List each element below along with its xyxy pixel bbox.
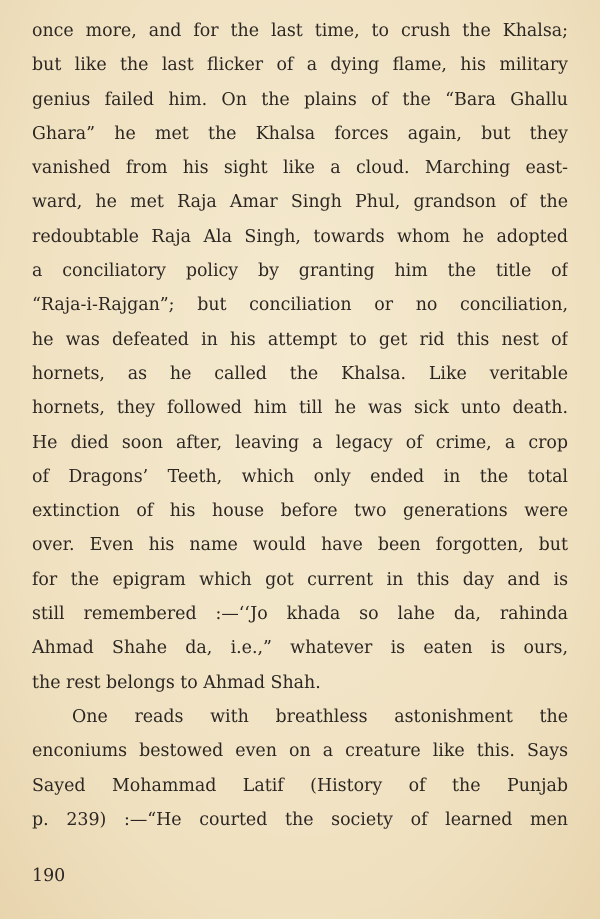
text-line: of Dragons’ Teeth, which only ended in the total (32, 466, 568, 487)
text-line: the rest belongs to Ahmad Shah. (32, 672, 321, 693)
text-line: still remembered :—‘‘Jo khada so lahe da, rahinda (32, 604, 568, 625)
text-line: for the epigram which got current in this day and is (32, 569, 568, 590)
text-line: once more, and for the last time, to crush the Khalsa; (32, 21, 568, 41)
text-line: He died soon after, leaving a legacy of crime, a crop (32, 432, 568, 453)
text-line: he was defeated in his attempt to get rid this nest of (32, 329, 568, 350)
text-line: ward, he met Raja Amar Singh Phul, grandson of the (32, 192, 568, 213)
text-line: vanished from his sight like a cloud. Marching east- (32, 158, 568, 179)
paragraph-start-line: One reads with breathless astonishment the (72, 706, 568, 727)
text-line: redoubtable Raja Ala Singh, towards whom he adopted (32, 226, 568, 247)
text-line: “Raja-i-Rajgan”; but conciliation or no conciliation, (32, 295, 568, 316)
text-line: enconiums bestowed even on a creature like this. Says (32, 741, 568, 762)
text-line: extinction of his house before two generations were (32, 501, 568, 522)
text-line: over. Even his name would have been forgotten, but (32, 535, 568, 556)
text-line: p. 239) :—“He courted the society of learned men (32, 809, 568, 830)
text-line: Ghara” he met the Khalsa forces again, but they (32, 123, 568, 144)
text-line: Sayed Mohammad Latif (History of the Punjab (32, 775, 568, 796)
text-line: hornets, they followed him till he was sick unto death. (32, 398, 568, 419)
body-text (32, 14, 568, 837)
text-line: Ahmad Shahe da, i.e.,” whatever is eaten is ours, (32, 638, 568, 659)
text-line: genius failed him. On the plains of the “Bara Ghallu (32, 89, 568, 110)
text-line: a conciliatory policy by granting him the title of (32, 261, 568, 282)
text-line: but like the last flicker of a dying flame, his military (32, 55, 568, 76)
text-line: hornets, as he called the Khalsa. Like veritable (32, 363, 568, 384)
page-number: 190 (32, 866, 66, 886)
